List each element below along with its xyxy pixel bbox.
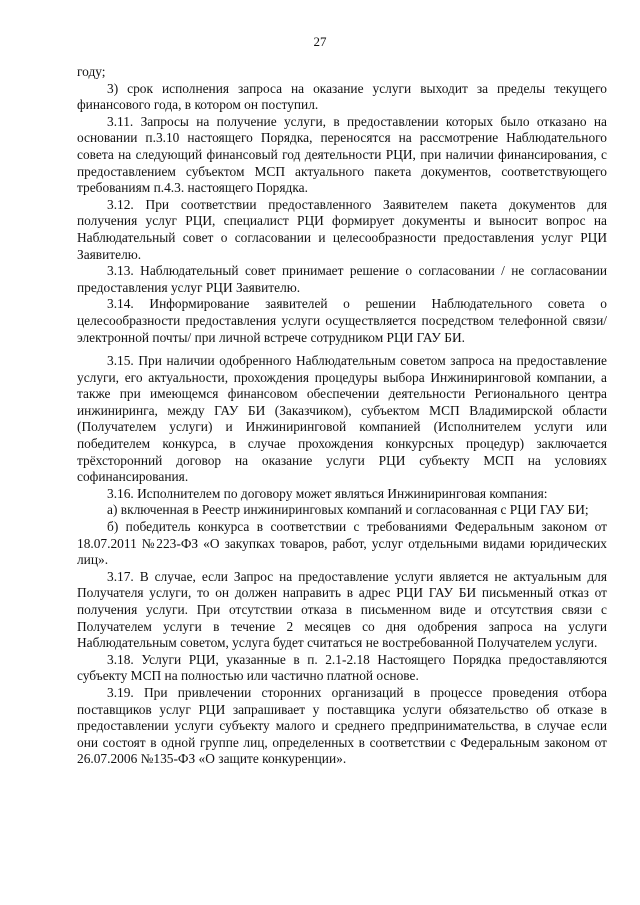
paragraph-item-3: 3) срок исполнения запроса на оказание услуги выходит за пределы текущего финансового года, в котором он поступил. [77, 80, 607, 113]
paragraph-3-19: 3.19. При привлечении сторонних организаций в процессе проведения отбора поставщиков услуг РЦИ запрашивает у поставщика услуги обязательство об отказе в предоставлении услуги субъекту малого и среднего предпринимательства, в случае если они состоят в одной группе лиц, определенных в соответствии с Федеральным законом от 26.07.2006 №135-ФЗ «О защите конкуренции». [77, 684, 607, 767]
paragraph-3-16-a: а) включенная в Реестр инжиниринговых компаний и согласованная с РЦИ ГАУ БИ; [107, 502, 589, 518]
paragraph-3-16: 3.16. Исполнителем по договору может являться Инжиниринговая компания: [107, 485, 548, 501]
paragraph-3-13: 3.13. Наблюдательный совет принимает решение о согласовании / не согласовании предоставления услуг РЦИ Заявителю. [77, 263, 607, 295]
paragraph-3-16-b: б) победитель конкурса в соответствии с требованиями Федеральным законом от 18.07.2011 №223-ФЗ «О закупках товаров, работ, услуг отдельными видами юридических лиц». [77, 519, 607, 568]
paragraph-continuation: году; [77, 64, 106, 79]
paragraph-3-17: 3.17. В случае, если Запрос на предоставление услуги является не актуальным для Получателя услуги, то он должен направить в адрес РЦИ ГАУ БИ письменный отказ от получения услуги. При отсутствии отказа в письменном виде и отсутствия связи с Получателем услуги в течение 2 месяцев со дня одобрения запроса на услуги Наблюдательным советом, услуга будет считаться не востребованной Получателем услуги. [77, 568, 607, 651]
document-body [77, 64, 607, 768]
paragraph-3-12: 3.12. При соответствии предоставленного Заявителем пакета документов для получения услуг РЦИ, специалист РЦИ формирует документы и выносит вопрос на Наблюдательный совет о согласовании и целесообразности предоставления услуг РЦИ Заявителю. [77, 196, 607, 262]
page-number: 27 [313, 34, 327, 49]
paragraph-3-15: 3.15. При наличии одобренного Наблюдательным советом запроса на предоставление услуги, его актуальности, прохождения процедуры выбора Инжиниринговой компании, а также при имеющемся финансовом обеспечении деятельности Регионального центра инжиниринга, между ГАУ БИ (Заказчиком), субъектом МСП Владимирской области (Получателем услуги) и Инжиниринговой компанией (Исполнителем услуги или победителем конкурса, в случае прохождения конкурсных процедур) заключается трёхсторонний договор на оказание услуги РЦИ субъекту МСП на условиях софинансирования. [77, 353, 607, 485]
paragraph-3-18: 3.18. Услуги РЦИ, указанные в п. 2.1-2.18 Настоящего Порядка предоставляются субъекту МСП на полностью или частично платной основе. [77, 651, 607, 684]
paragraph-3-11: 3.11. Запросы на получение услуги, в предоставлении которых было отказано на основании п.3.10 настоящего Порядка, переносятся на рассмотрение Наблюдательного совета на следующий финансовый год деятельности РЦИ, при наличии финансирования, с предоставлением субъектом МСП актуального пакета документов, соответствующего требованиям п.4.3. настоящего Порядка. [77, 113, 607, 196]
paragraph-3-14: 3.14. Информирование заявителей о решении Наблюдательного совета о целесообразности предоставления услуги осуществляется посредством телефонной связи/ электронной почты/ при личной встрече сотрудником РЦИ ГАУ БИ. [77, 296, 607, 345]
